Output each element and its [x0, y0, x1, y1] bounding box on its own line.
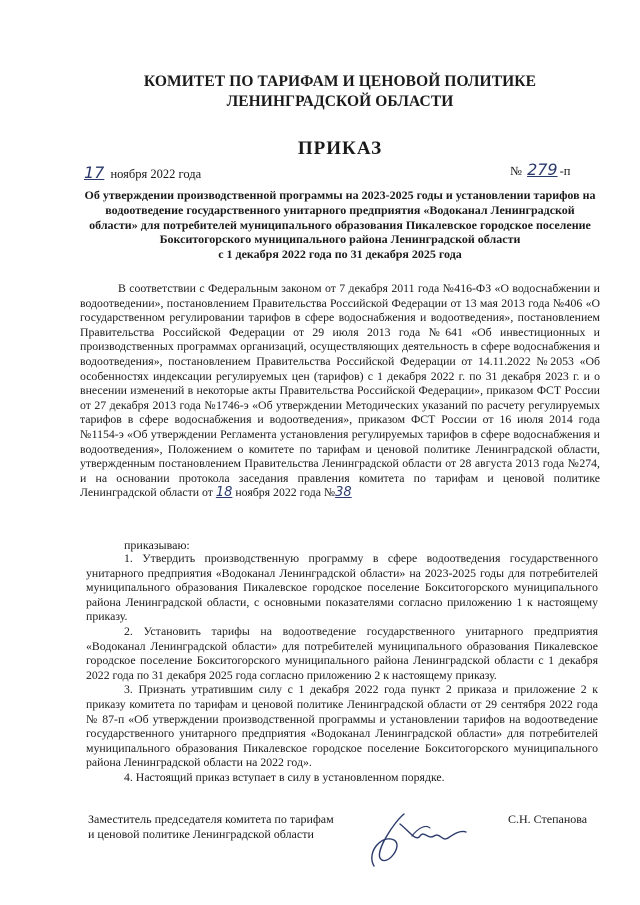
org-line-1: КОМИТЕТ ПО ТАРИФАМ И ЦЕНОВОЙ ПОЛИТИКЕ — [143, 73, 537, 90]
subject-line-3: области» для потребителей муниципального образования Пикалевское городское поселение — [89, 217, 591, 232]
subject-line-5: с 1 декабря 2022 года по 31 декабря 2025 года — [218, 247, 462, 262]
subject-line-4: Бокситогорского муниципального района Ленинградской области — [159, 232, 521, 247]
subject-line-1: Об утверждении производственной программы на 2023-2025 годы и установлении тарифов на — [84, 188, 596, 202]
order-item: 2. Установить тарифы на водоотведение государственного унитарного предприятия «Водоканал Ленинградской области» для потребителей муниципального образования Пикалевское городское поселение Бокситогорского муниципального района Ленинградской области с 1 декабря 2022 года по 31 декабря 2025 года согласно приложению 2 к настоящему приказу. — [86, 623, 598, 682]
handwritten-order-number: 279 — [527, 160, 558, 179]
order-item: 4. Настоящий приказ вступает в силу в установленном порядке. — [124, 769, 445, 784]
subject-line-2: водоотведение государственного унитарного предприятия «Водоканал Ленинградской — [105, 202, 575, 217]
signatory-title-line-2: и ценовой политике Ленинградской области — [88, 827, 314, 841]
handwritten-signature — [360, 806, 500, 876]
preamble — [80, 281, 600, 501]
preamble-text: В соответствии с Федеральным законом от 7 декабря 2011 года №416-ФЗ «О водоснабжении и водоотведении», постановлением Правительства Российской Федерации от 13 мая 2013 года №406 «О государственном регулировании тарифов в сфере водоснабжения и водоотведения», постановлением Правительства Российской Федерации от 29 июля 2013 года №641 «Об инвестиционных и производственных программах организаций, осуществляющих деятельность в сфере водоснабжения и водоотведения», постановлением Правительства Российской Федерации от 14.11.2022 №2053 «Об особенностях индексации регулируемых цен (тарифов) с 1 декабря 2022 г. по 31 декабря 2023 г. и о внесении изменений в некоторые акты Правительства Российской Федерации», приказом ФСТ России от 27 декабря 2013 года №1746-э «Об утверждении Методических указаний по расчету регулируемых тарифов в сфере водоснабжения и водоотведения», приказом ФСТ России от 16 июля 2014 года №1154-э «Об утверждении Регламента установления регулируемых тарифов в сфере водоснабжения и водоотведения», Положением о комитете по тарифам и ценовой политике Ленинградской области, утвержденным постановлением Правительства Ленинградской области от 28 августа 2013 года №274, и на основании протокола заседания правления комитета по тарифам и ценовой политике Ленинградской области от — [80, 281, 600, 500]
protocol-year: 2022 года № — [273, 485, 336, 500]
signatory-title — [88, 812, 334, 842]
order-item: 3. Признать утратившим силу с 1 декабря 2022 года пункт 2 приказа и приложение 2 к приказу комитета по тарифам и ценовой политике Ленинградской области от 29 сентября 2022 года № 87-п «Об утверждении производственной программы и установлении тарифов на водоотведение государственного унитарного предприятия «Водоканал Ленинградской области» для потребителей муниципального образования Пикалевское городское поселение Бокситогорского муниципального района Ленинградской области на 2022 год». — [86, 682, 598, 770]
handwritten-protocol-day: 18 — [215, 485, 233, 501]
preamble-paragraph — [80, 281, 600, 501]
orders-word: приказываю: — [124, 538, 190, 552]
handwritten-date-day: 17 — [84, 163, 105, 182]
handwritten-protocol-number: 38 — [335, 485, 352, 501]
number-sign: № — [510, 164, 522, 178]
signatory-name: С.Н. Степанова — [508, 812, 588, 826]
order-subject — [80, 188, 600, 262]
date-text: ноября 2022 года — [110, 167, 202, 181]
order-number — [510, 160, 570, 179]
order-date — [84, 163, 201, 182]
order-items — [86, 551, 598, 785]
document-type-title: ПРИКАЗ — [297, 138, 383, 159]
signatory-title-line-1: Заместитель председателя комитета по тарифам — [88, 812, 334, 826]
number-suffix: -п — [559, 164, 571, 178]
protocol-month: ноября — [235, 485, 271, 500]
org-line-2: ЛЕНИНГРАДСКОЙ ОБЛАСТИ — [226, 93, 454, 110]
order-item: 1. Утвердить производственную программу в сфере водоотведения государственного унитарного предприятия «Водоканал Ленинградской области» на 2023-2025 годы для потребителей муниципального образования Пикалевское городское поселение Бокситогорского муниципального района Ленинградской области, с основными показателями согласно приложению 1 к настоящему приказу. — [86, 551, 598, 624]
organization-header — [100, 72, 580, 112]
